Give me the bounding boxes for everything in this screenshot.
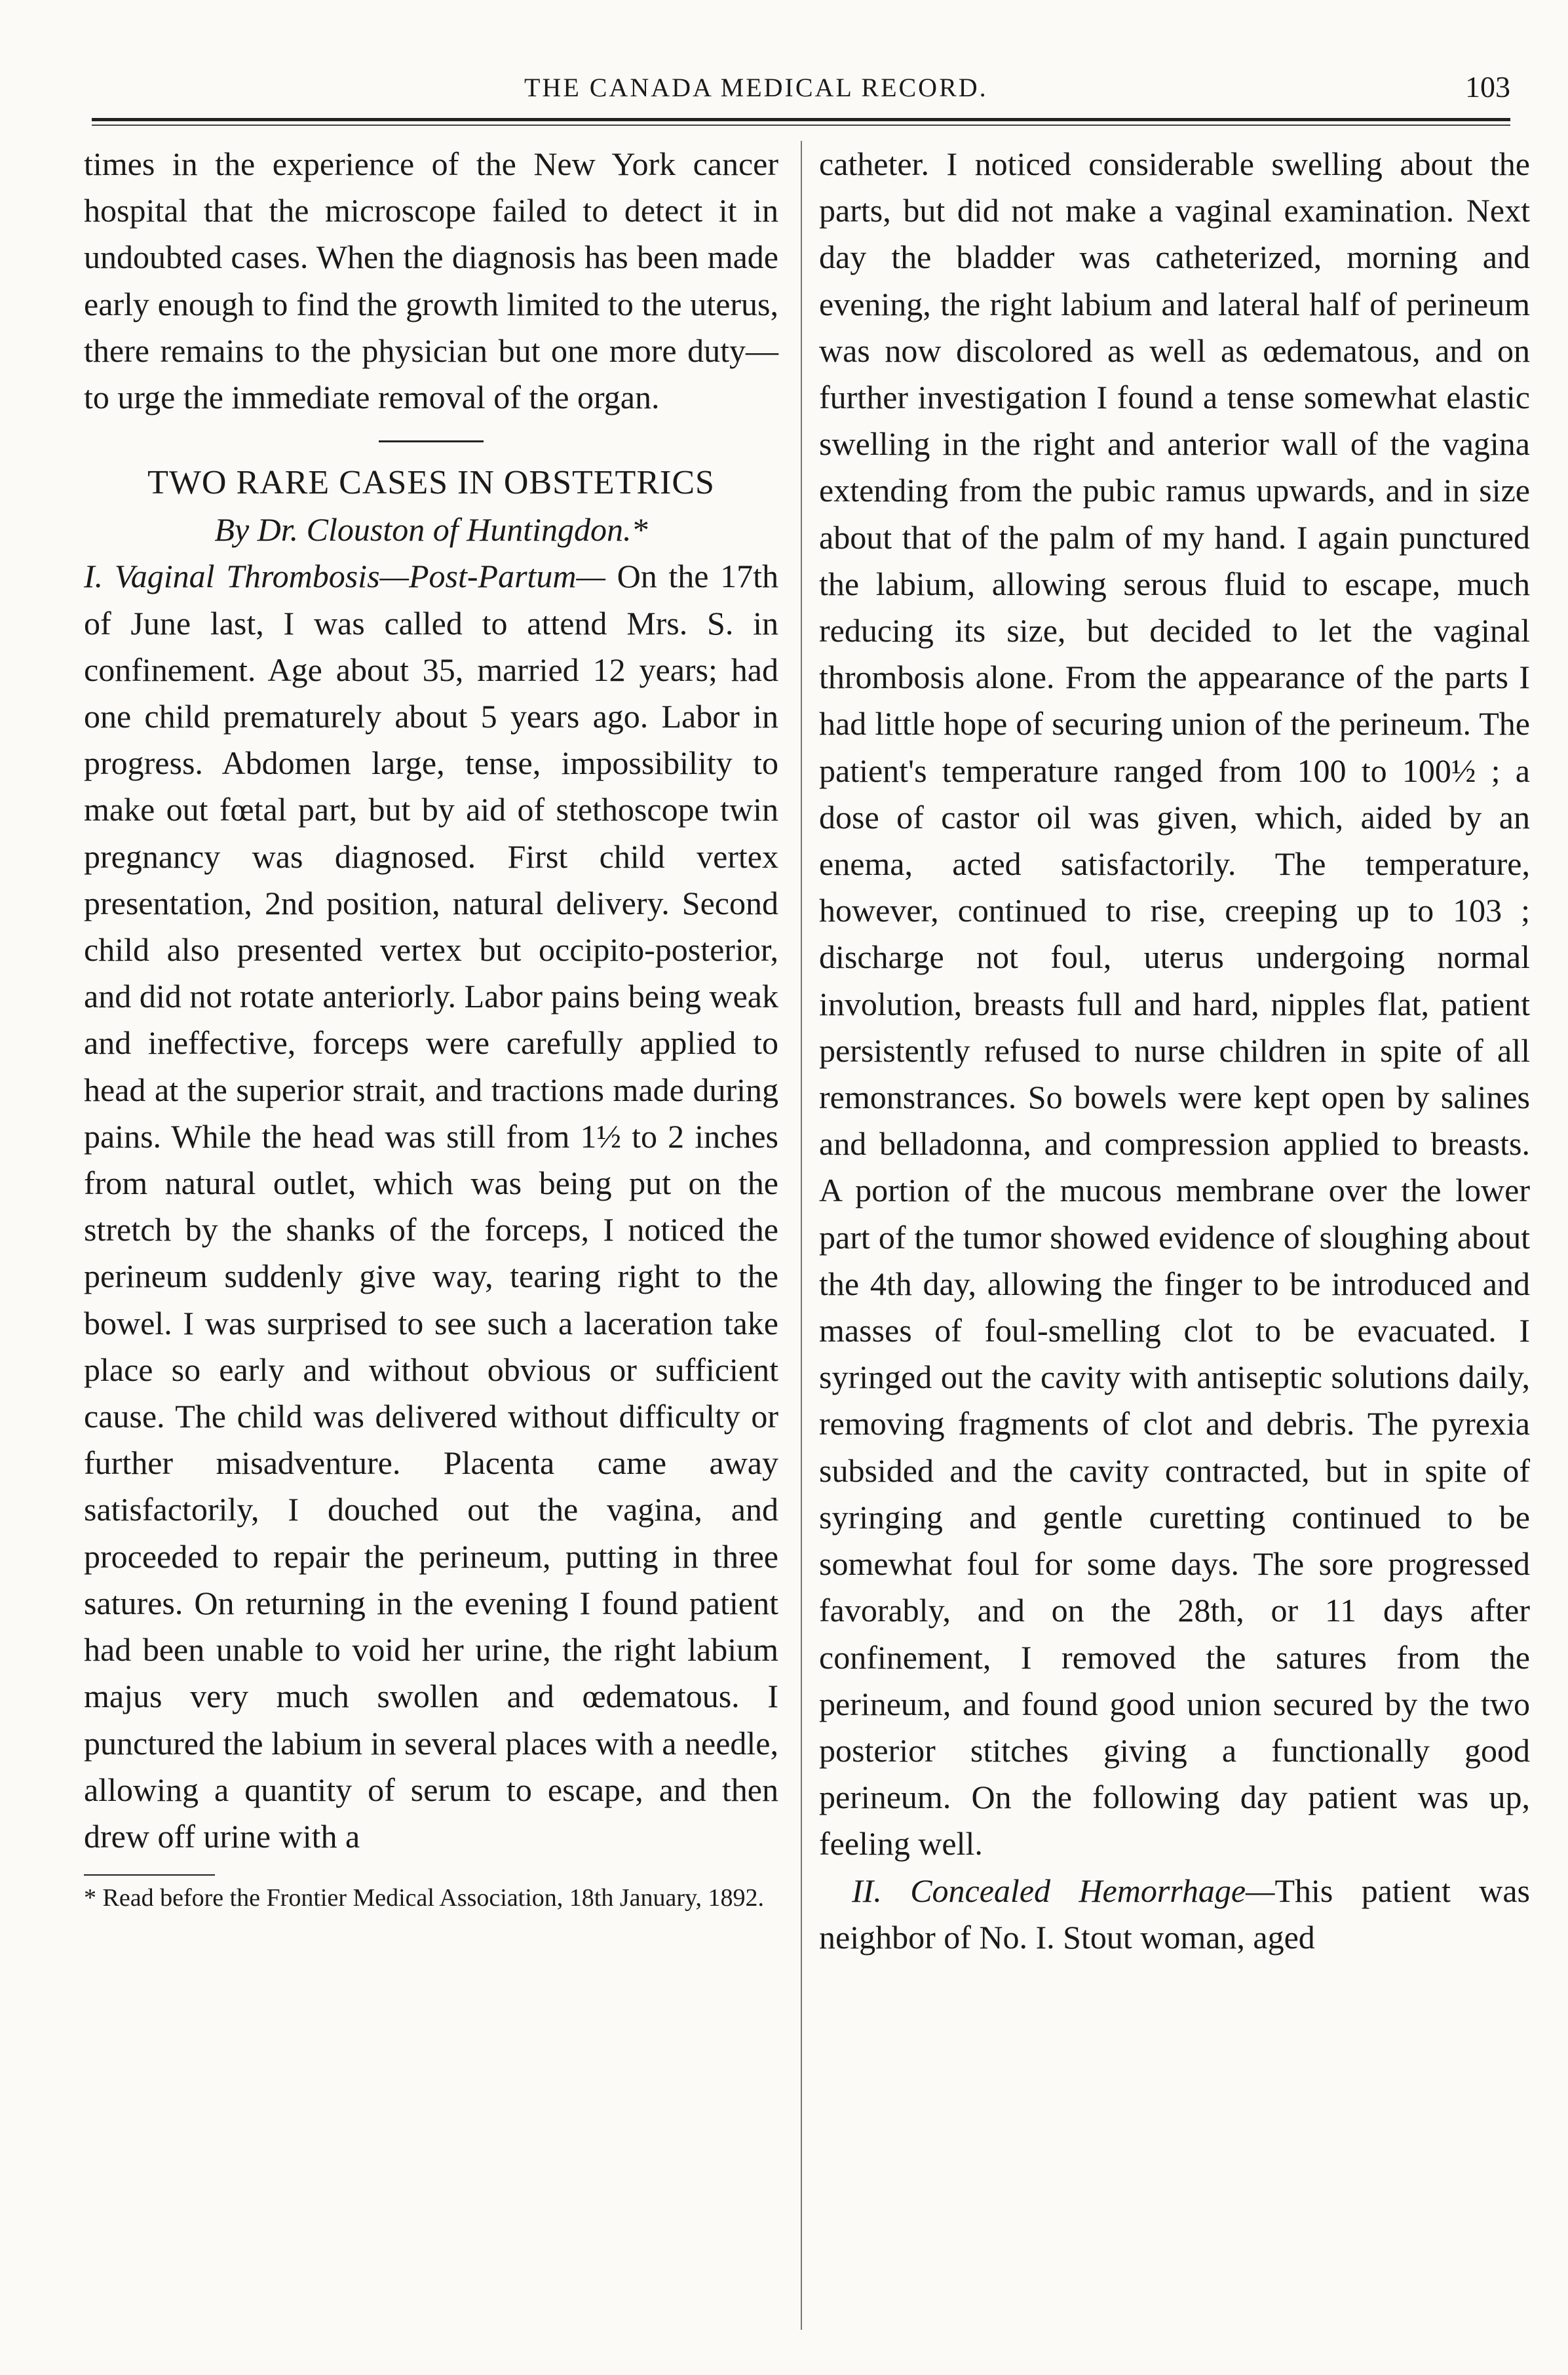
page-header <box>92 66 1510 111</box>
byline: By Dr. Clouston of Huntingdon.* <box>214 511 648 549</box>
case1-continued: catheter. I noticed considerable swelling about the parts, but did not make a vaginal examination. Next day the bladder was catheterized, morning and evening, the right labium and lateral half of perineum was now discolored as well as œdematous, and on further investigation I found a tense somewhat elastic swelling in the right and anterior wall of the vagina extending from the pubic ramus upwards, and in size about that of the palm of my hand. I again punctured the labium, allowing serous fluid to escape, much reducing its size, but decided to let the vaginal thrombosis alone. From the appearance of the parts I had little hope of securing union of the perineum. The patient's temperature ranged from 100 to 100½ ; a dose of castor oil was given, which, aided by an enema, acted satisfactorily. The temperature, however, continued to rise, creeping up to 103 ; discharge not foul, uterus undergoing normal involution, breasts full and hard, nipples flat, patient persistently refused to nurse children in spite of all remonstrances. So bowels were kept open by salines and belladonna, and compression applied to breasts. A portion of the mucous membrane over the lower part of the tumor showed evidence of sloughing about the 4th day, allowing the finger to be introduced and masses of foul-smelling clot to be evacuated. I syringed out the cavity with antiseptic solutions daily, removing fragments of clot and debris. The pyrexia subsided and the cavity contracted, but in spite of syringing and gentle curetting continued to be somewhat foul for some days. The sore progressed favorably, and on the 28th, or 11 days after confinement, I removed the satures from the perineum, and found good union secured by the two posterior stitches giving a functionally good perineum. On the following day patient was up, feeling well. <box>819 145 1530 1863</box>
case2-text: This patient was neighbor of No. I. Stout woman, aged <box>819 1872 1530 1956</box>
section-separator <box>379 440 484 442</box>
case1-paragraph <box>84 553 778 1860</box>
footnote: * Read before the Frontier Medical Association, 18th January, 1892. <box>84 1884 765 1912</box>
right-column <box>819 141 1530 2330</box>
case2-heading: II. Concealed Hemorrhage— <box>852 1872 1275 1909</box>
header-rule <box>92 118 1510 121</box>
header-rule-thin <box>92 125 1510 126</box>
footnote-rule <box>84 1874 215 1876</box>
page-number: 103 <box>1465 70 1510 104</box>
left-column <box>84 141 778 2330</box>
intro-paragraph: times in the experience of the New York cancer hospital that the microscope failed to detect it in undoubted cases. When the diagnosis has been made early enough to find the growth limited to the uterus, there remains to the physician but one more duty—to urge the immediate removal of the organ. <box>84 145 778 416</box>
case1-heading: I. Vaginal Thrombosis—Post-Partum— <box>84 558 605 595</box>
case1-text: On the 17th of June last, I was called to attend Mrs. S. in confinement. Age about 35, married 12 years; had one child prematurely about 5 years ago. Labor in progress. Abdomen large, tense, impossibility to make out fœtal part, but by aid of stethoscope twin pregnancy was diagnosed. First child vertex presentation, 2nd position, natural delivery. Second child also presented vertex but occipito-posterior, and did not rotate anteriorly. Labor pains being weak and ineffective, forceps were carefully applied to head at the superior strait, and tractions made during pains. While the head was still from 1½ to 2 inches from natural outlet, which was being put on the stretch by the shanks of the forceps, I noticed the perineum suddenly give way, tearing right to the bowel. I was surprised to see such a laceration take place so early and without obvious or sufficient cause. The child was delivered without difficulty or further misadventure. Placenta came away satisfactorily, I douched out the vagina, and proceeded to repair the perineum, putting in three satures. On returning in the evening I found patient had been unable to void her urine, the right labium majus very much swollen and œdematous. I punctured the labium in several places with a needle, allowing a quantity of serum to escape, and then drew off urine with a <box>84 558 778 1855</box>
case2-paragraph <box>819 1868 1530 1961</box>
journal-title: THE CANADA MEDICAL RECORD. <box>524 73 988 102</box>
article-title: TWO RARE CASES IN OBSTETRICS <box>147 464 715 502</box>
column-divider <box>801 141 802 2330</box>
